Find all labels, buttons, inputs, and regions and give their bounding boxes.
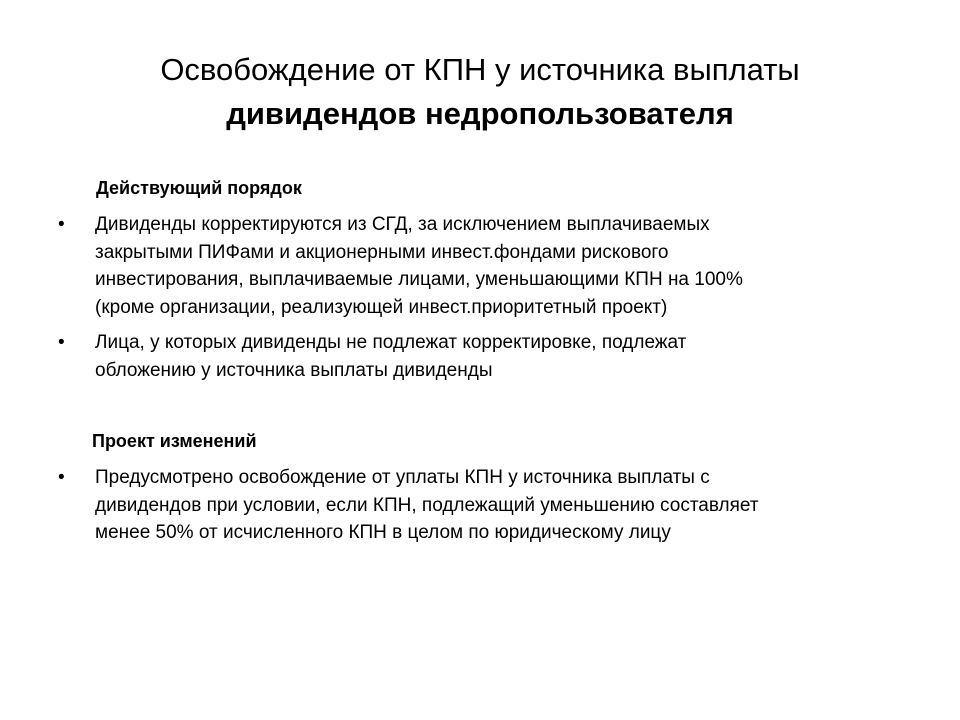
list-item <box>55 464 875 547</box>
section-heading-proposed: Проект изменений <box>92 431 257 451</box>
list-item <box>55 329 875 384</box>
section-heading-current: Действующий порядок <box>96 178 302 198</box>
bullet-icon: • <box>58 332 65 353</box>
bullet-list-proposed <box>55 464 875 555</box>
bullet-list-current <box>55 211 875 392</box>
slide-title-line-1: Освобождение от КПН у источника выплаты <box>160 52 800 87</box>
bullet-icon: • <box>58 214 65 235</box>
slide-title-line-2: дивидендов недропользователя <box>226 96 734 131</box>
list-item <box>55 211 875 321</box>
bullet-text: Лица, у которых дивиденды не подлежат корректировке, подлежат обложению у источника выплаты дивиденды <box>95 332 687 381</box>
slide-title <box>60 48 900 136</box>
bullet-text: Дивиденды корректируются из СГД, за исключением выплачиваемых закрытыми ПИФами и акционерными инвест.фондами рискового инвестирования, выплачиваемые лицами, уменьшающими КПН на 100% (кроме организации, реализующей инвест.приоритетный проект) <box>95 214 743 318</box>
bullet-icon: • <box>58 467 65 488</box>
bullet-text: Предусмотрено освобождение от уплаты КПН у источника выплаты с дивидендов при условии, если КПН, подлежащий уменьшению составляет менее 50% от исчисленного КПН в целом по юридическому лицу <box>95 467 759 543</box>
